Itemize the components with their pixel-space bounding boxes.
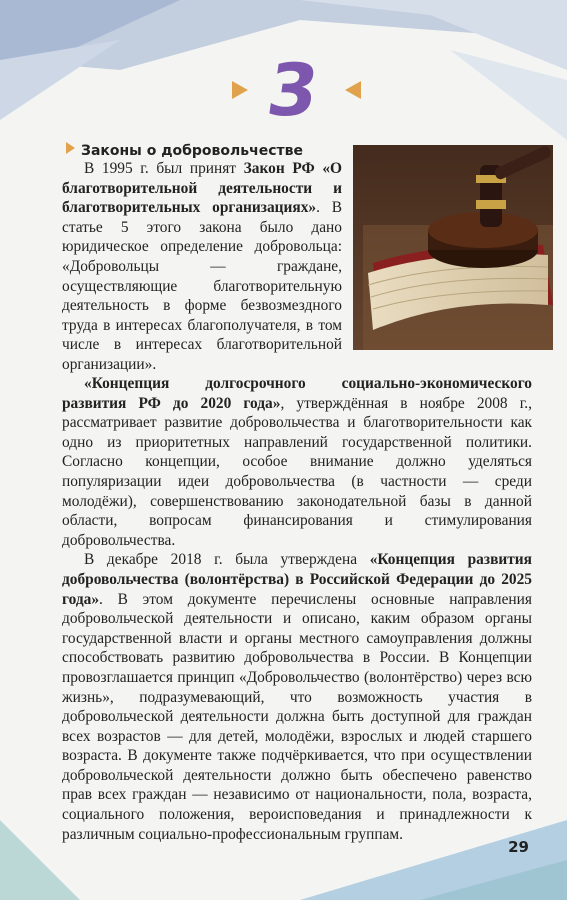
paragraph-3-text-end: . В этом документе перечислены основные направления добровольческой деятельности и описано, каким образом органы государственной власти и органы местного самоуправления должны способствовать развитию добровольчества в России. В Концепции провозглашается принцип «Добровольчество (волонтёрство) через всю жизнь», подразумевающий, что возможность участия в добровольческой деятельности должна быть доступной для граждан всех возрастов — для детей, молодёжи, взрослых и людей старшего возраста. В документе также подчёркивается, что при осуществлении добровольческой деятельности должно быть обеспечено равенство прав всех граждан — независимо от национальности, пола, возраста, социального положения, вероисповедания и принадлежности к различным социально-профессиональным группам.	[62, 590, 532, 843]
paragraph-3	[62, 550, 532, 844]
gavel-book-illustration	[353, 145, 553, 350]
triangle-marker-icon	[66, 142, 75, 154]
intro-paragraph-block	[62, 159, 342, 375]
section-heading	[66, 142, 303, 159]
paragraph-1-text-start: В 1995 г. был принят	[84, 160, 244, 177]
law-title: Закон РФ «О благотворительной деятельности и благотворительных организациях»	[62, 160, 342, 217]
concept-2025-title: «Концепция развития добровольчества (волонтёрства) в Российской Федерации до 2025 года»	[62, 551, 532, 608]
right-arrow-icon	[345, 81, 361, 99]
section-heading-text: Законы о добровольчестве	[81, 143, 304, 159]
paragraph-1-text-end: . В статье 5 этого закона было дано юридическое определение добровольца: «Добровольцы — граждане, осуществляющие благотворительную деятельность в форме безвозмездного труда в интересах благополучателя, в том числе в интересах благотворительной организации».	[62, 199, 342, 373]
paragraph-2-text: , утверждённая в ноябре 2008 г., рассматривает развитие добровольчества и благотворительности как одно из приоритетных направлений государственной политики. Согласно концепции, особое внимание должно уделяться популяризации идеи добровольчества (в частности — среди молодёжи), совершенствованию законодательной базы в данной области, вопросам финансирования и стимулирования добровольчества.	[62, 394, 532, 549]
paragraph-3-text-start: В декабре 2018 г. была утверждена	[84, 551, 370, 569]
page-number: 29	[508, 838, 529, 856]
chapter-number: 3	[262, 48, 324, 132]
main-paragraph-block	[62, 374, 532, 844]
concept-2020-title: «Концепция долгосрочного социально-экономического развития РФ до 2020 года»	[62, 375, 532, 412]
paragraph-1	[62, 159, 342, 375]
left-arrow-icon	[232, 81, 248, 99]
gavel-on-book-photo	[353, 145, 553, 350]
paragraph-2	[62, 374, 532, 550]
